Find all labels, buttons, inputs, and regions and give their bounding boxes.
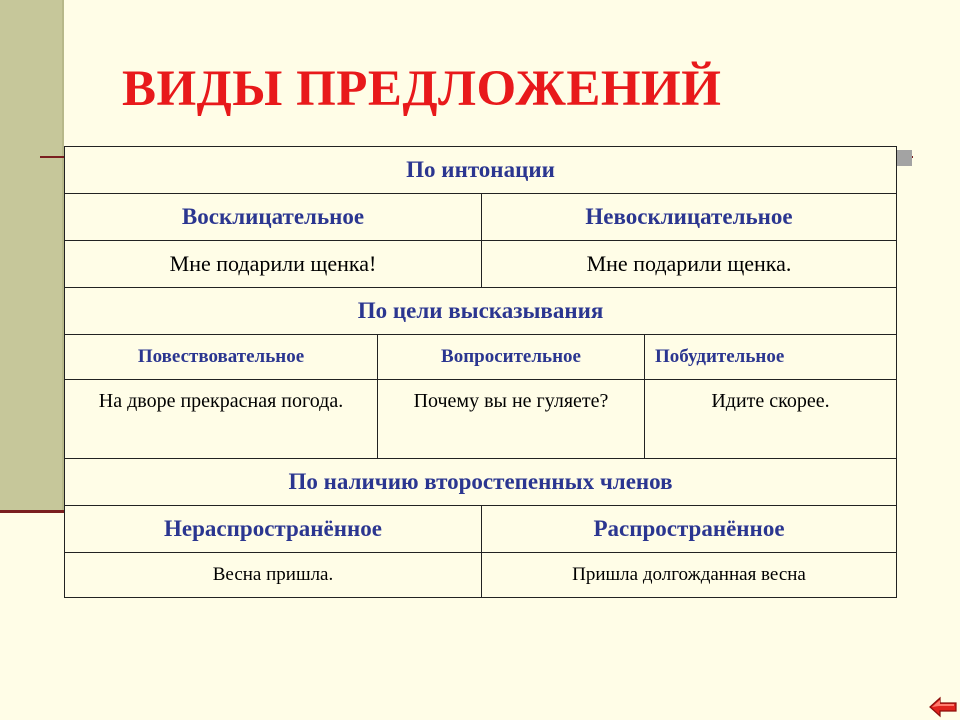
- back-arrow-icon[interactable]: [929, 696, 957, 718]
- section-header-intonation: По интонации: [65, 147, 897, 194]
- type-interrogative: Вопросительное: [378, 335, 645, 380]
- section-header-secondary-members: По наличию второстепенных членов: [65, 459, 897, 506]
- side-band: [0, 0, 62, 513]
- example-interrogative: Почему вы не гуляете?: [378, 380, 645, 459]
- side-band-edge-bottom: [0, 510, 64, 513]
- sentence-types-table: [64, 146, 896, 598]
- example-declarative: На дворе прекрасная погода.: [65, 380, 378, 459]
- example-extended: Пришла долгожданная весна: [482, 553, 897, 598]
- type-exclamatory: Восклицательное: [65, 194, 482, 241]
- example-unextended: Весна пришла.: [65, 553, 482, 598]
- slide-title: ВИДЫ ПРЕДЛОЖЕНИЙ: [122, 61, 722, 117]
- type-extended: Распространённое: [482, 506, 897, 553]
- type-imperative: Побудительное: [645, 335, 897, 380]
- type-non-exclamatory: Невосклицательное: [482, 194, 897, 241]
- example-exclamatory: Мне подарили щенка!: [65, 241, 482, 288]
- type-declarative: Повествовательное: [65, 335, 378, 380]
- example-imperative: Идите скорее.: [645, 380, 897, 459]
- example-non-exclamatory: Мне подарили щенка.: [482, 241, 897, 288]
- type-unextended: Нераспространённое: [65, 506, 482, 553]
- section-header-purpose: По цели высказывания: [65, 288, 897, 335]
